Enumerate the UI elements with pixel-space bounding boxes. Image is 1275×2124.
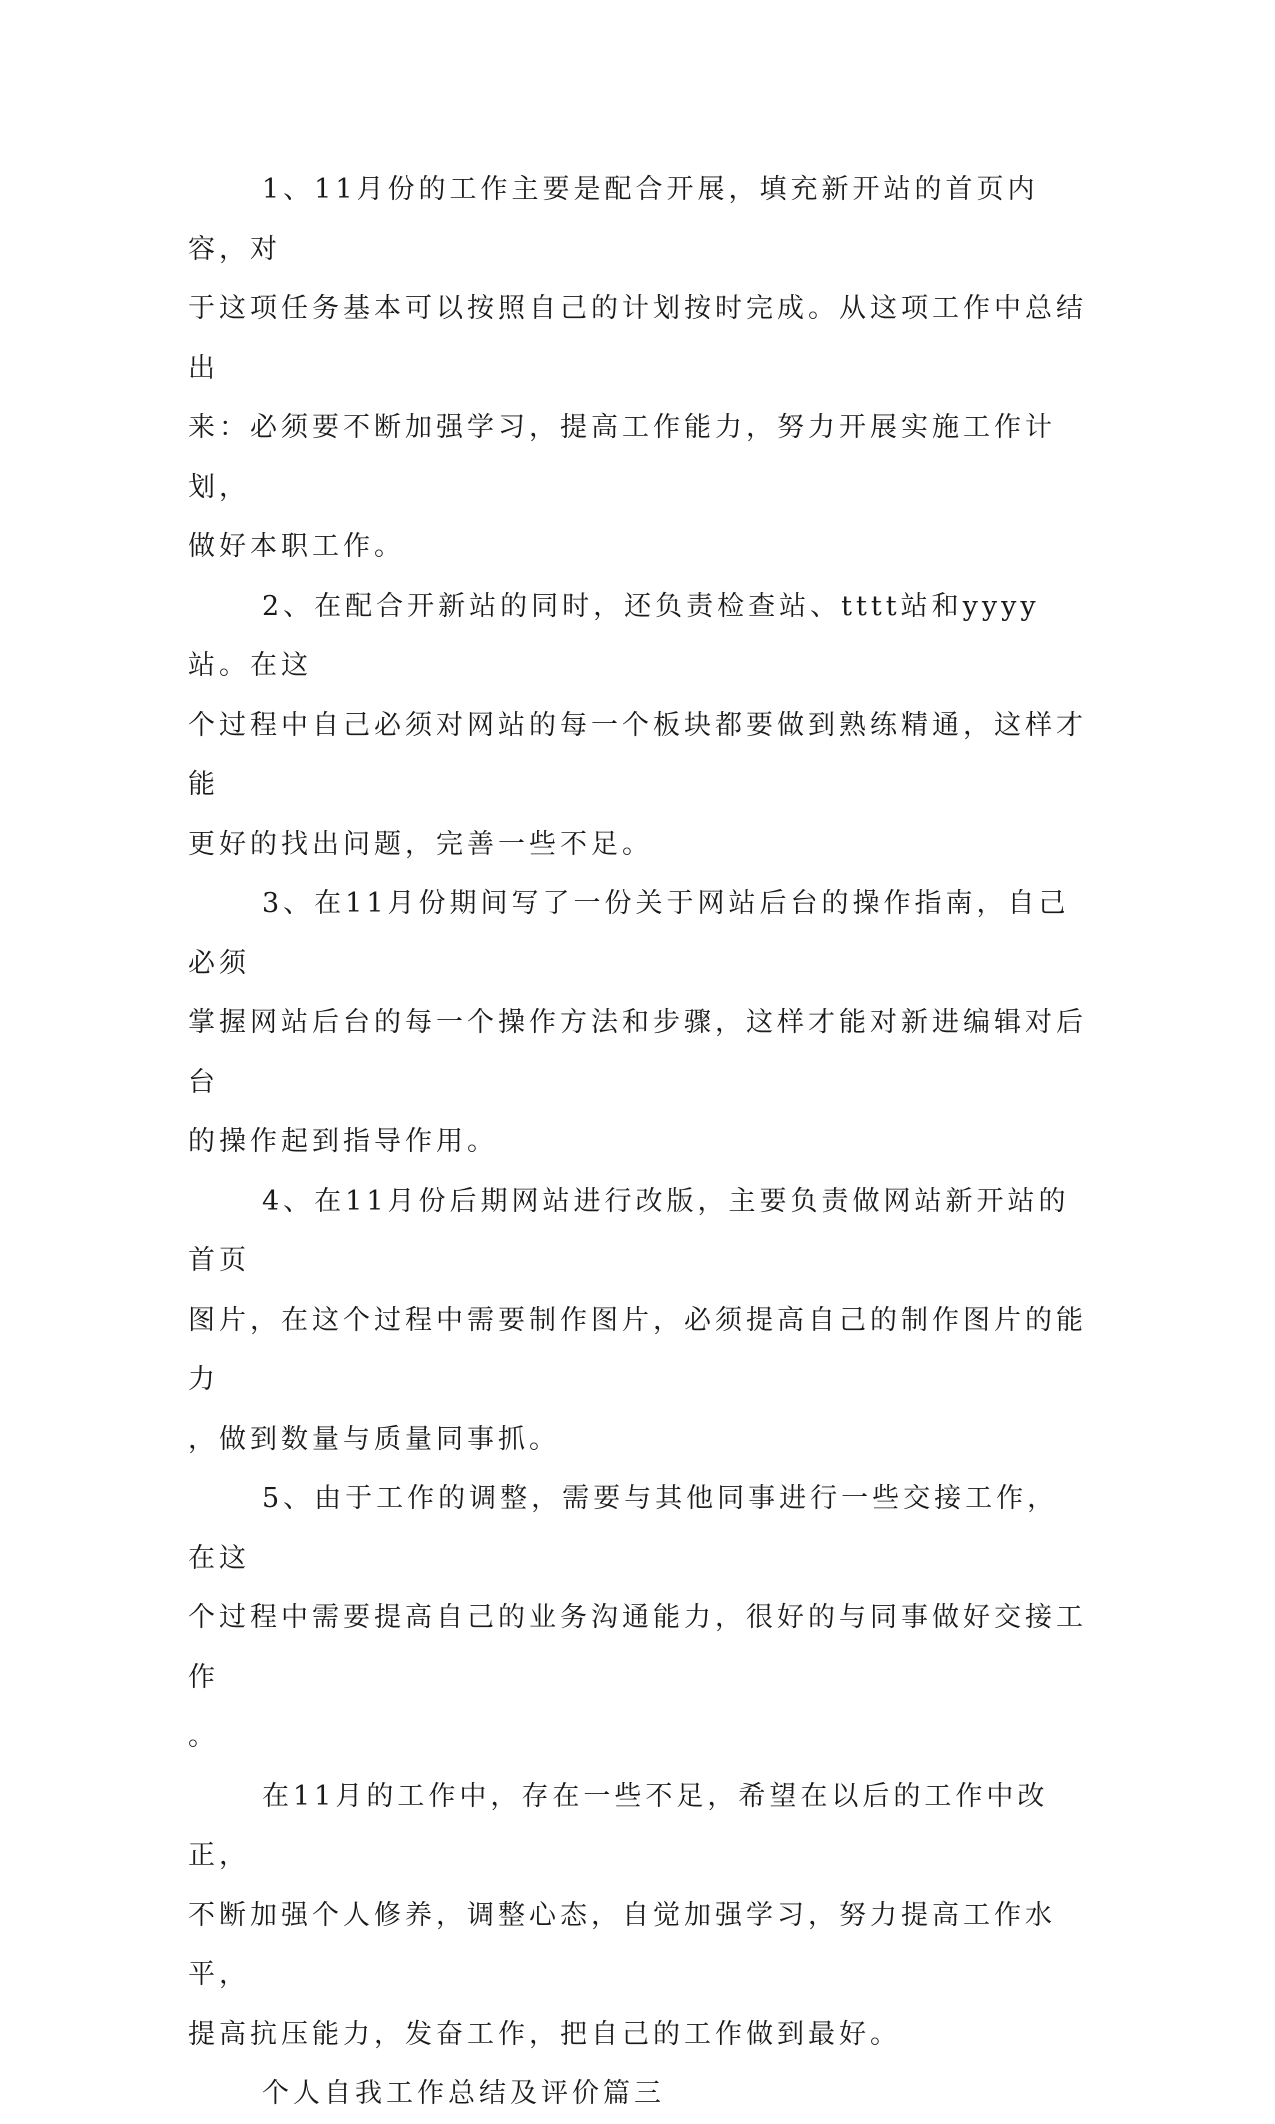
paragraph-4: 4、在11月份后期网站进行改版，主要负责做网站新开站的首页 图片，在这个过程中需要制作图片，必须提高自己的制作图片的能力 ，做到数量与质量同事抓。 bbox=[188, 1185, 1087, 1455]
paragraph-3: 3、在11月份期间写了一份关于网站后台的操作指南，自己必须 掌握网站后台的每一个操作方法和步骤，这样才能对新进编辑对后台 的操作起到指导作用。 bbox=[188, 888, 1087, 1157]
section-heading: 个人自我工作总结及评价篇三 bbox=[262, 2078, 665, 2109]
document-body bbox=[188, 160, 1088, 2124]
paragraph-2: 2、在配合开新站的同时，还负责检查站、tttt站和yyyy站。在这 个过程中自己必须对网站的每一个板块都要做到熟练精通，这样才能 更好的找出问题，完善一些不足。 bbox=[188, 590, 1087, 860]
paragraph-5: 5、由于工作的调整，需要与其他同事进行一些交接工作，在这 个过程中需要提高自己的业务沟通能力，很好的与同事做好交接工作 。 bbox=[188, 1483, 1087, 1752]
paragraph-6: 在11月的工作中，存在一些不足，希望在以后的工作中改正， 不断加强个人修养，调整心态，自觉加强学习，努力提高工作水平， 提高抗压能力，发奋工作，把自己的工作做到最好。 bbox=[188, 1780, 1056, 2050]
paragraph-1: 1、11月份的工作主要是配合开展，填充新开站的首页内容，对 于这项任务基本可以按照自己的计划按时完成。从这项工作中总结出 来：必须要不断加强学习，提高工作能力，努力开展实施工作计划， 做好本职工作。 bbox=[188, 174, 1087, 562]
